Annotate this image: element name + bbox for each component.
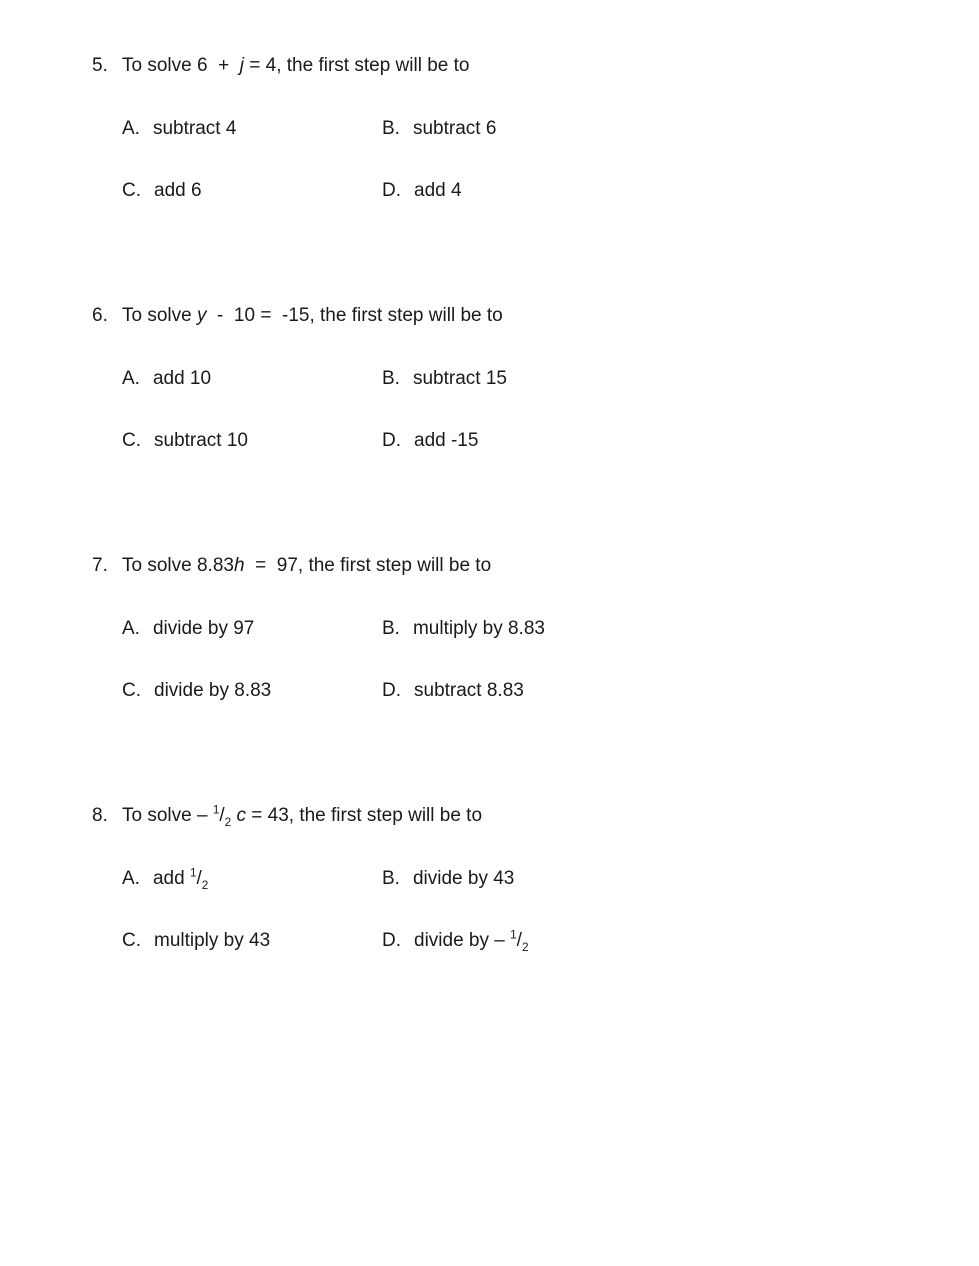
choice-label: B. xyxy=(382,868,400,889)
choice-label: C. xyxy=(122,430,141,451)
question-stem-text xyxy=(122,302,503,330)
question-stem-text xyxy=(122,552,491,580)
question-stem xyxy=(92,802,919,830)
choice xyxy=(382,615,919,643)
choice-label: B. xyxy=(382,618,400,639)
choice-label: D. xyxy=(382,680,401,701)
text-part: add 6 xyxy=(154,180,202,201)
text-part: add xyxy=(152,868,190,889)
variable: j xyxy=(239,55,244,76)
choice xyxy=(382,927,919,955)
text-part: / xyxy=(196,868,202,889)
variable: y xyxy=(196,305,207,326)
choices xyxy=(122,365,919,455)
choice-text xyxy=(413,865,514,893)
choice-text xyxy=(153,865,208,893)
text-part: divide by – xyxy=(414,930,511,951)
fraction-denominator: 2 xyxy=(201,878,209,892)
text-part: add -15 xyxy=(414,430,479,451)
choice-text xyxy=(414,427,478,455)
question-stem-text xyxy=(122,52,469,80)
text-part: subtract 8.83 xyxy=(414,680,524,701)
choice-text xyxy=(153,615,254,643)
choice-text xyxy=(414,677,524,705)
text-part: / xyxy=(219,805,225,826)
fraction-numerator: 1 xyxy=(510,928,517,942)
choice xyxy=(382,677,919,705)
text-part: divide by 97 xyxy=(152,618,255,639)
choice-label: A. xyxy=(122,868,140,889)
choices xyxy=(122,615,919,705)
choice-label: D. xyxy=(382,430,401,451)
text-part: add 10 xyxy=(152,368,212,389)
text-part: To solve 8.83 xyxy=(122,555,234,576)
choice xyxy=(122,115,382,143)
choice-text xyxy=(154,927,270,955)
text-part: subtract 6 xyxy=(412,118,497,139)
choice-label: A. xyxy=(122,368,140,389)
text-part: multiply by 8.83 xyxy=(412,618,545,639)
fraction-numerator: 1 xyxy=(212,803,220,817)
choice-label: C. xyxy=(122,930,141,951)
fraction-denominator: 2 xyxy=(224,815,232,829)
text-part: = 4, the first step will be to xyxy=(244,55,470,76)
question-stem xyxy=(92,552,919,580)
choice-text xyxy=(414,927,529,955)
choice xyxy=(382,427,919,455)
choice-text xyxy=(153,365,211,393)
choice-label: A. xyxy=(122,618,140,639)
text-part: add 4 xyxy=(414,180,462,201)
question-block xyxy=(92,802,919,1052)
text-part: / xyxy=(516,930,522,951)
choice-text xyxy=(413,115,496,143)
question-stem xyxy=(92,302,919,330)
choice-label: B. xyxy=(382,368,400,389)
choice xyxy=(122,927,382,955)
choice-text xyxy=(413,365,507,393)
variable: c xyxy=(236,805,246,826)
text-part: = 97, the first step will be to xyxy=(244,555,492,576)
question-number: 7. xyxy=(92,555,108,576)
variable: h xyxy=(233,555,245,576)
choice-label: C. xyxy=(122,180,141,201)
choice-text xyxy=(154,427,248,455)
choice-text xyxy=(154,177,202,205)
choice xyxy=(382,115,919,143)
text-part: = 43, the first step will be to xyxy=(245,805,483,826)
text-part: divide by 8.83 xyxy=(154,680,272,701)
choice-text xyxy=(153,115,236,143)
question-number: 8. xyxy=(92,805,108,826)
choice-label: D. xyxy=(382,930,401,951)
text-part: - 10 = -15, the first step will be to xyxy=(206,305,503,326)
choice xyxy=(122,427,382,455)
choices xyxy=(122,115,919,205)
text-part: multiply by 43 xyxy=(154,930,271,951)
choice xyxy=(122,365,382,393)
question-block xyxy=(92,52,919,302)
choice-text xyxy=(414,177,462,205)
choice-label: A. xyxy=(122,118,140,139)
choice xyxy=(382,177,919,205)
fraction-denominator: 2 xyxy=(521,940,529,954)
choice xyxy=(382,865,919,893)
choice-text xyxy=(413,615,545,643)
choice xyxy=(122,677,382,705)
text-part: To solve xyxy=(122,305,197,326)
questions-list xyxy=(92,52,919,1052)
text-part: To solve 6 + xyxy=(122,55,240,76)
question-stem xyxy=(92,52,919,80)
choice xyxy=(122,615,382,643)
text-part: subtract 4 xyxy=(152,118,237,139)
choice xyxy=(122,177,382,205)
question-block xyxy=(92,302,919,552)
choice-label: B. xyxy=(382,118,400,139)
choice-label: D. xyxy=(382,180,401,201)
question-number: 6. xyxy=(92,305,108,326)
text-part: subtract 15 xyxy=(412,368,507,389)
choice xyxy=(382,365,919,393)
fraction-numerator: 1 xyxy=(189,866,197,880)
choice-label: C. xyxy=(122,680,141,701)
choice xyxy=(122,865,382,893)
choices xyxy=(122,865,919,955)
question-block xyxy=(92,552,919,802)
question-stem-text xyxy=(122,802,482,830)
question-number: 5. xyxy=(92,55,108,76)
text-part: divide by 43 xyxy=(412,868,515,889)
text-part: To solve – xyxy=(122,805,213,826)
text-part: subtract 10 xyxy=(154,430,248,451)
choice-text xyxy=(154,677,271,705)
